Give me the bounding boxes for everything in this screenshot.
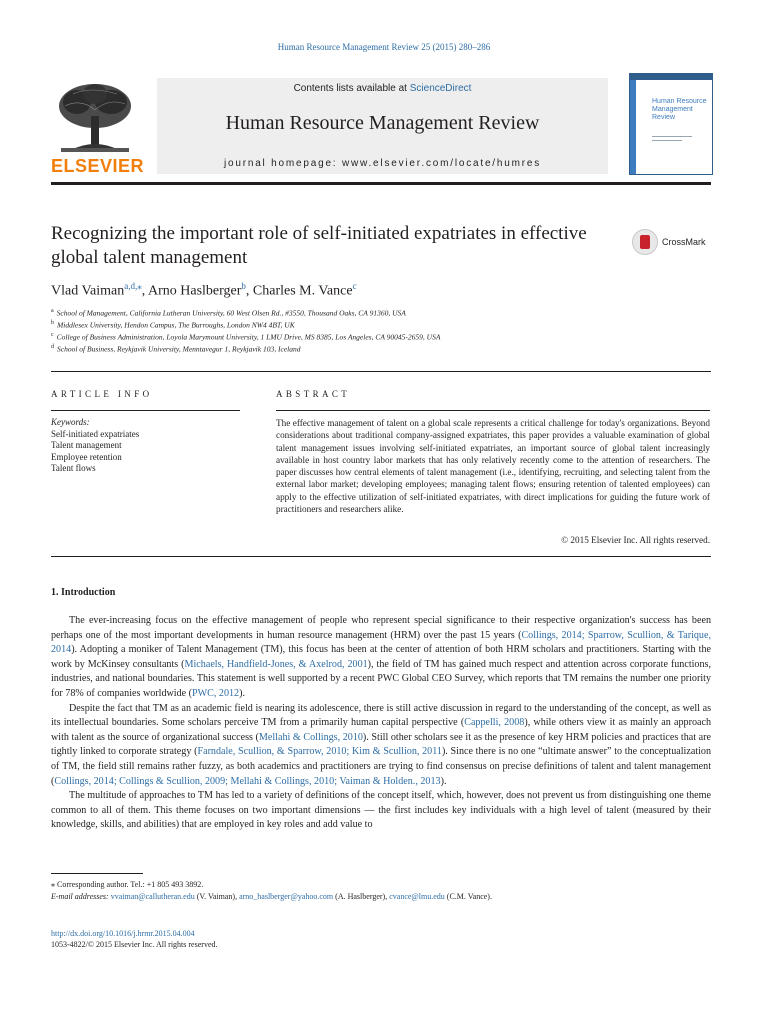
introduction-body (51, 614, 711, 833)
keywords-label: Keywords: (51, 417, 90, 427)
paragraph-text: ). Adopting a moniker of Talent Management (TM), this focus has been at the center of attention of both HRM scholars and practitioners. Starting with the work by McKinsey consultants ( (51, 644, 711, 670)
email-link[interactable]: arno_haslberger@yahoo.com (239, 892, 334, 901)
keyword: Self-initiated expatriates (51, 428, 140, 439)
paragraph-text: ). Still other scholars see it as the presence of key HRM policies and practices that are tightly linked to corporate strategy ( (51, 731, 711, 758)
paragraph-text: The ever-increasing focus on the effective management of people who represent special significance to their respective organization's success has been perhaps one of the most important developments in human resource management (HRM) over the past 15 years ( (51, 615, 711, 641)
contents-line (157, 83, 608, 94)
citation-link[interactable]: Cappelli, 2008 (464, 717, 525, 729)
crossmark-badge[interactable] (632, 229, 716, 255)
citation-link[interactable]: Farndale, Scullion, & Sparrow, 2010; Kim & Scullion, 2011 (197, 746, 442, 758)
affiliation-mark: a (51, 308, 54, 314)
sciencedirect-link[interactable]: ScienceDirect (409, 83, 472, 94)
issn-line: 1053-4822/© 2015 Elsevier Inc. All rights reserved. (51, 940, 218, 949)
email-addresses (51, 892, 492, 901)
email-owner: (V. Vaiman), (194, 892, 240, 901)
crossmark-label: CrossMark (662, 237, 706, 247)
article-info-heading: ARTICLE INFO (51, 389, 153, 399)
abstract-heading: ABSTRACT (276, 389, 351, 399)
affiliation-mark: b (51, 320, 54, 326)
article-title: Recognizing the important role of self-initiated expatriates in effective global talent management (51, 223, 587, 268)
homepage-prefix: journal homepage: (223, 158, 342, 169)
crossmark-icon (632, 229, 658, 255)
homepage-line (157, 158, 608, 169)
paragraph-text: ). (239, 687, 245, 699)
intro-paragraph (51, 702, 711, 790)
citation-link[interactable]: Mellahi & Collings, 2010 (258, 731, 363, 743)
author-separator: , (245, 283, 253, 299)
journal-cover-thumbnail[interactable] (629, 73, 713, 175)
email-owner: (A. Haslberger), (333, 892, 390, 901)
affiliation-text: School of Business, Reykjavik University, Menntavegur 1, Reykjavik 103, Iceland (57, 344, 301, 354)
contents-prefix: Contents lists available at (293, 83, 410, 94)
elsevier-tree-icon (51, 80, 139, 156)
abstract-copyright: © 2015 Elsevier Inc. All rights reserved. (561, 535, 710, 545)
affiliation-text: College of Business Administration, Loyola Marymount University, 1 LMU Drive, MS 8385, Los Angeles, CA 90045-2659, USA (56, 332, 441, 342)
paragraph-text: The multitude of approaches to TM has led to a variety of definitions of the concept itself, which, however, does not prevent us from distinguishing one theme common to all of them. This theme focuses on two important dimensions — the first includes key individuals with a high level of talent (measured by their knowledge, skills, and abilities) that are employed in key roles and add value to (51, 790, 711, 831)
journal-banner (157, 78, 608, 174)
cover-line (652, 136, 692, 137)
affiliation-text: School of Management, California Lutheran University, 60 West Olsen Rd., #3550, Thousand Oaks, CA 91360, USA (56, 308, 406, 318)
citation-link[interactable]: PWC, 2012 (192, 687, 240, 699)
paragraph-text: ). Since there is no one “ultimate answer” to the conceptualization of TM, the field still remains rather fuzzy, as both academics and practitioners are trying to find consensus on precise definitions of talent and talent management ( (51, 746, 712, 787)
author-name: Charles M. Vance (252, 283, 353, 299)
author-list (51, 281, 357, 300)
affiliation (51, 332, 440, 342)
keyword: Employee retention (51, 451, 122, 462)
corresponding-author-note: ⁎ Corresponding author. Tel.: +1 805 493 3892. (51, 880, 204, 889)
email-link[interactable]: vvaiman@callutheran.edu (110, 892, 195, 901)
homepage-link[interactable]: www.elsevier.com/locate/humres (341, 158, 542, 169)
citation-link[interactable]: Collings, 2014; Collings & Scullion, 2009; Mellahi & Collings, 2010; Vaiman & Holden., 2013 (54, 775, 441, 787)
author-separator: , (141, 283, 148, 299)
journal-title: Human Resource Management Review (225, 112, 540, 134)
keywords-block (51, 417, 139, 475)
paragraph-text: ), while others view it as mainly an approach with talent as the source of organizational success ( (51, 717, 712, 743)
header-rule (51, 182, 711, 185)
author-name: Arno Haslberger (147, 283, 242, 299)
citation-link[interactable]: Michaels, Handfield-Jones, & Axelrod, 2001 (184, 658, 368, 670)
intro-paragraph (51, 789, 711, 833)
email-link[interactable]: cvance@lmu.edu (389, 892, 445, 901)
affiliation-mark: c (51, 332, 54, 338)
abstract-text: The effective management of talent on a global scale represents a critical challenge for today's organizations. Beyond considerations about traditional company-assigned expatriates, this paper provides a valuable examination of global talent management issues involving self-initiated expatriates, an important source of global talent increasingly available in host country labor markets that has only relatively recently come to the attention of researchers. The paper discusses how central elements of talent management (i.e., identifying, recruiting, and selecting talent from the external labor market; developing employees; managing talent flows; ensuring retention of talented employees) can apply to the effective utilization of self-initiated expatriates, with direct implications for guiding the future work of practitioners and researchers alike. (276, 418, 710, 515)
journal-reference[interactable]: Human Resource Management Review 25 (2015) 280–286 (277, 42, 491, 52)
abstract-rule (276, 410, 710, 411)
intro-paragraph (51, 614, 711, 702)
author-affiliation-marks[interactable]: c (352, 281, 357, 291)
article-info-rule (51, 410, 240, 411)
affiliation (51, 320, 295, 330)
affiliation-text: Middlesex University, Hendon Campus, The Burroughs, London NW4 4BT, UK (57, 320, 295, 330)
email-label: E-mail addresses: (51, 892, 109, 901)
elsevier-logo[interactable] (51, 80, 145, 180)
cover-stripe (630, 74, 636, 174)
cover-title: Human Resource Management Review (652, 98, 707, 121)
author-affiliation-marks[interactable]: a,d,⁎ (124, 281, 142, 291)
doi-link[interactable]: http://dx.doi.org/10.1016/j.hrmr.2015.04.004 (51, 929, 195, 938)
affiliation-mark: d (51, 344, 54, 350)
paragraph-text: ), the field of TM has gained much respect and attention across corporate functions, industries, and national boundaries. This statement is well supported by a recent PWC Global CEO Survey, which reports that TM remains the number one priority for 78% of companies worldwide ( (51, 658, 711, 699)
paragraph-text: Despite the fact that TM as an academic field is nearing its adolescence, there is still active discussion in regard to the understanding of the concept, as well as its intellectual boundaries. Some scholars perceive TM from a primarily human capital perspective ( (51, 702, 711, 729)
email-owner: (C.M. Vance). (444, 892, 492, 901)
section-rule (51, 556, 711, 557)
footnote-rule (51, 873, 143, 874)
author-name: Vlad Vaiman (51, 283, 125, 299)
section-rule (51, 371, 711, 372)
author-affiliation-marks[interactable]: b (241, 281, 246, 291)
keyword: Talent flows (51, 463, 96, 474)
cover-header-bar (630, 74, 712, 80)
cover-line (652, 140, 682, 141)
paragraph-text: ). (440, 775, 447, 787)
citation-link[interactable]: Collings, 2014; Sparrow, Scullion, & Tarique, 2014 (51, 629, 711, 656)
elsevier-wordmark: ELSEVIER (51, 156, 145, 176)
keyword: Talent management (51, 440, 122, 451)
affiliation (51, 344, 300, 354)
introduction-heading: 1. Introduction (51, 587, 116, 598)
affiliation (51, 308, 406, 318)
